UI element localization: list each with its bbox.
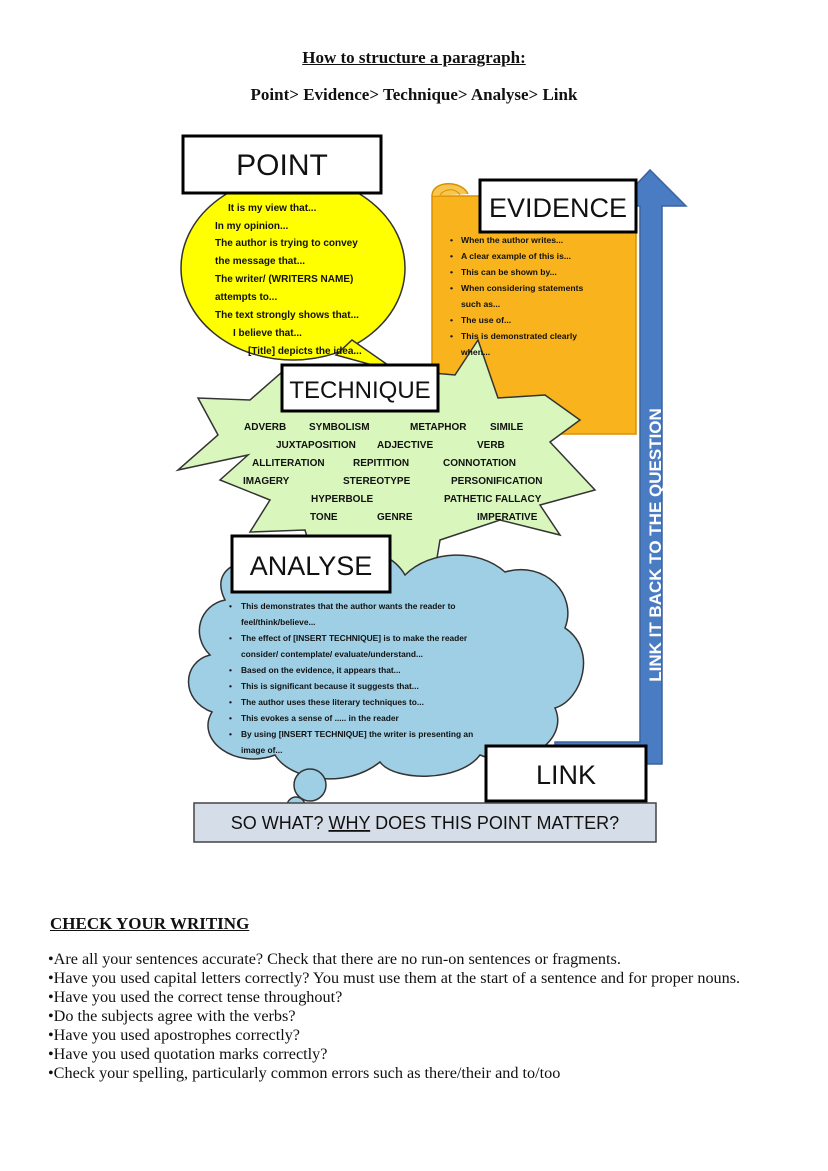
technique-word: METAPHOR bbox=[410, 422, 467, 433]
evidence-line: This can be shown by... bbox=[461, 267, 557, 277]
check-writing-list bbox=[48, 950, 748, 1083]
analyse-line: The effect of [INSERT TECHNIQUE] is to make the reader bbox=[241, 633, 468, 643]
evidence-line: when... bbox=[461, 347, 491, 357]
check-item: • Do the subjects agree with the verbs? bbox=[48, 1007, 748, 1026]
analyse-line: consider/ contemplate/ evaluate/understand... bbox=[241, 649, 423, 659]
technique-word: PERSONIFICATION bbox=[451, 476, 543, 487]
technique-word: SIMILE bbox=[490, 422, 524, 433]
analyse-line: The author uses these literary techniques to... bbox=[241, 697, 424, 707]
analyse-line: This is significant because it suggests that... bbox=[241, 681, 419, 691]
evidence-line: The use of... bbox=[461, 315, 512, 325]
analyse-label-box bbox=[232, 536, 390, 592]
link-label-box bbox=[486, 746, 646, 801]
check-item: • Have you used apostrophes correctly? bbox=[48, 1026, 748, 1045]
analyse-bullet: • bbox=[229, 633, 232, 643]
analyse-label: ANALYSE bbox=[249, 551, 373, 581]
check-item: • Have you used the correct tense throughout? bbox=[48, 988, 748, 1007]
evidence-line: such as... bbox=[461, 299, 501, 309]
point-line: In my opinion... bbox=[215, 221, 289, 232]
technique-word: CONNOTATION bbox=[443, 458, 516, 469]
so-what-before: SO WHAT? bbox=[230, 813, 329, 833]
evidence-bullet: • bbox=[450, 331, 454, 341]
evidence-label: EVIDENCE bbox=[488, 193, 628, 223]
evidence-bullet: • bbox=[450, 251, 454, 261]
evidence-bullet: • bbox=[450, 235, 454, 245]
technique-word: VERB bbox=[477, 440, 505, 451]
evidence-bullet: • bbox=[450, 267, 454, 277]
point-line: It is my view that... bbox=[228, 203, 317, 214]
evidence-bullet: • bbox=[450, 283, 454, 293]
technique-word: ALLITERATION bbox=[252, 458, 325, 469]
point-label: POINT bbox=[236, 149, 328, 182]
technique-word: PATHETIC FALLACY bbox=[444, 494, 542, 505]
analyse-bullet: • bbox=[229, 665, 232, 675]
point-line: attempts to... bbox=[215, 292, 278, 303]
technique-word: HYPERBOLE bbox=[311, 494, 374, 505]
analyse-line: feel/think/believe... bbox=[241, 617, 316, 627]
point-line: I believe that... bbox=[233, 328, 302, 339]
page-title: How to structure a paragraph: bbox=[302, 48, 526, 67]
link-label: LINK bbox=[535, 760, 597, 790]
check-writing-title: CHECK YOUR WRITING bbox=[50, 914, 250, 933]
point-line: the message that... bbox=[215, 256, 306, 267]
check-item: • Have you used capital letters correctly? You must use them at the start of a sentence and for proper nouns. bbox=[48, 969, 748, 988]
analyse-line: This demonstrates that the author wants the reader to bbox=[241, 601, 456, 611]
technique-word: SYMBOLISM bbox=[309, 422, 370, 433]
technique-word: ADVERB bbox=[244, 422, 287, 433]
technique-word: GENRE bbox=[377, 512, 413, 523]
technique-word: STEREOTYPE bbox=[343, 476, 411, 487]
analyse-bullet: • bbox=[229, 681, 232, 691]
point-label-box bbox=[183, 136, 381, 193]
analyse-line: By using [INSERT TECHNIQUE] the writer is presenting an bbox=[241, 729, 474, 739]
analyse-line: image of... bbox=[241, 745, 283, 755]
analyse-line: This evokes a sense of ..... in the reader bbox=[241, 713, 399, 723]
page-subtitle: Point> Evidence> Technique> Analyse> Link bbox=[250, 85, 578, 104]
check-item: • Check your spelling, particularly common errors such as there/their and to/too bbox=[48, 1064, 748, 1083]
analyse-bullet: • bbox=[229, 729, 232, 739]
evidence-line: A clear example of this is... bbox=[461, 251, 572, 261]
so-what-after: DOES THIS POINT MATTER? bbox=[370, 813, 620, 833]
evidence-label-box bbox=[480, 180, 636, 232]
so-what-emphasis: WHY bbox=[328, 813, 371, 833]
evidence-line: This is demonstrated clearly bbox=[461, 331, 578, 341]
analyse-bullet: • bbox=[229, 697, 232, 707]
evidence-line: When the author writes... bbox=[461, 235, 564, 245]
technique-label: TECHNIQUE bbox=[289, 377, 431, 404]
check-item: • Have you used quotation marks correctly? bbox=[48, 1045, 748, 1064]
link-arrow-text: LINK IT BACK TO THE QUESTION bbox=[646, 408, 665, 682]
point-line: The author is trying to convey bbox=[215, 238, 358, 249]
technique-word: IMAGERY bbox=[243, 476, 290, 487]
so-what-box bbox=[194, 803, 656, 842]
technique-word: JUXTAPOSITION bbox=[276, 440, 356, 451]
analyse-bullet: • bbox=[229, 601, 232, 611]
technique-word: ADJECTIVE bbox=[377, 440, 434, 451]
technique-word: TONE bbox=[310, 512, 338, 523]
technique-label-box bbox=[282, 365, 438, 411]
check-item: • Are all your sentences accurate? Check that there are no run-on sentences or fragments. bbox=[48, 950, 748, 969]
analyse-line: Based on the evidence, it appears that... bbox=[241, 665, 401, 675]
so-what-text bbox=[231, 813, 619, 833]
point-line: The text strongly shows that... bbox=[215, 310, 359, 321]
evidence-bullet: • bbox=[450, 315, 454, 325]
technique-word: REPITITION bbox=[353, 458, 410, 469]
evidence-line: When considering statements bbox=[461, 283, 584, 293]
technique-word: IMPERATIVE bbox=[477, 512, 538, 523]
point-line: [Title] depicts the idea... bbox=[248, 346, 362, 357]
analyse-bullet: • bbox=[229, 713, 232, 723]
point-line: The writer/ (WRITERS NAME) bbox=[215, 274, 354, 285]
